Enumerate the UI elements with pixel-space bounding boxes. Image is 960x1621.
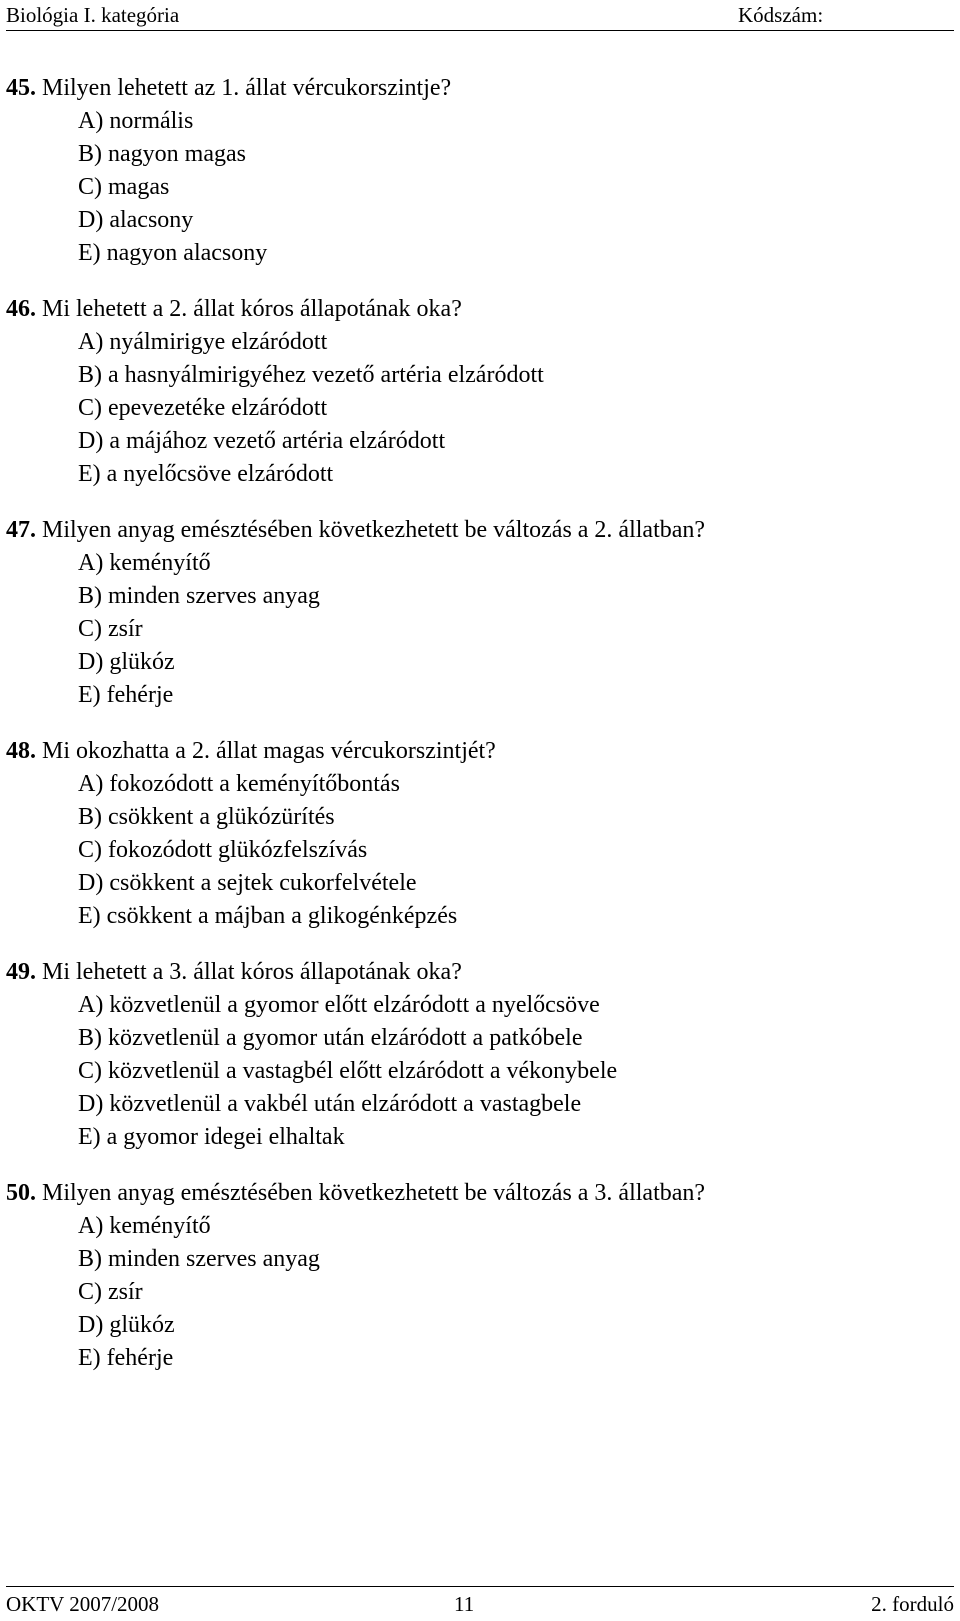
answer-option: C) fokozódott glükózfelszívás <box>78 837 368 863</box>
answer-options <box>6 768 946 933</box>
answer-option: B) közvetlenül a gyomor után elzáródott a patkóbele <box>78 1025 583 1051</box>
answer-option: A) fokozódott a keményítőbontás <box>78 771 400 797</box>
answer-option: B) csökkent a glükózürítés <box>78 804 335 830</box>
answer-options <box>6 326 946 491</box>
answer-option: A) nyálmirigye elzáródott <box>78 329 328 355</box>
question-50 <box>6 1176 946 1375</box>
question-45 <box>6 71 946 270</box>
answer-option: C) zsír <box>78 1279 143 1305</box>
question-48 <box>6 734 946 933</box>
answer-option: D) glükóz <box>78 1312 175 1338</box>
question-49 <box>6 955 946 1154</box>
answer-option: E) a nyelőcsöve elzáródott <box>78 461 334 487</box>
answer-options <box>6 1210 946 1375</box>
question-number: 46. <box>6 296 36 322</box>
answer-option: D) közvetlenül a vakbél után elzáródott a vastagbele <box>78 1091 582 1117</box>
answer-option: D) alacsony <box>78 207 194 233</box>
footer-round: 2. forduló <box>871 1592 954 1616</box>
page-footer <box>6 1586 954 1621</box>
question-text: Mi okozhatta a 2. állat magas vércukorszintjét? <box>42 738 496 764</box>
answer-option: E) fehérje <box>78 682 174 708</box>
answer-option: D) csökkent a sejtek cukorfelvétele <box>78 870 417 896</box>
page-header <box>6 0 954 31</box>
question-47 <box>6 513 946 712</box>
question-text: Milyen anyag emésztésében következhetett be változás a 3. állatban? <box>42 1180 706 1206</box>
question-number: 45. <box>6 75 36 101</box>
question-number: 50. <box>6 1180 36 1206</box>
answer-option: C) közvetlenül a vastagbél előtt elzáródott a vékonybele <box>78 1058 618 1084</box>
question-number: 49. <box>6 959 36 985</box>
answer-option: A) keményítő <box>78 1213 211 1239</box>
answer-option: D) glükóz <box>78 649 175 675</box>
header-code-label: Kódszám: <box>738 3 824 27</box>
answer-option: E) a gyomor idegei elhaltak <box>78 1124 345 1150</box>
answer-options <box>6 105 946 270</box>
question-text: Milyen anyag emésztésében következhetett be változás a 2. állatban? <box>42 517 706 543</box>
question-text: Mi lehetett a 3. állat kóros állapotának oka? <box>42 959 462 985</box>
answer-option: C) magas <box>78 174 170 200</box>
question-number: 47. <box>6 517 36 543</box>
answer-options <box>6 989 946 1154</box>
answer-option: B) minden szerves anyag <box>78 1246 320 1272</box>
footer-competition: OKTV 2007/2008 <box>6 1592 160 1616</box>
answer-option: E) csökkent a májban a glikogénképzés <box>78 903 458 929</box>
answer-option: B) nagyon magas <box>78 141 246 167</box>
answer-option: B) a hasnyálmirigyéhez vezető artéria elzáródott <box>78 362 544 388</box>
question-text: Milyen lehetett az 1. állat vércukorszintje? <box>42 75 452 101</box>
question-number: 48. <box>6 738 36 764</box>
page-number: 11 <box>454 1592 475 1616</box>
question-list <box>6 71 946 1397</box>
answer-option: A) közvetlenül a gyomor előtt elzáródott a nyelőcsöve <box>78 992 600 1018</box>
answer-option: A) normális <box>78 108 194 134</box>
question-text: Mi lehetett a 2. állat kóros állapotának oka? <box>42 296 462 322</box>
answer-option: E) nagyon alacsony <box>78 240 268 266</box>
answer-option: C) epevezetéke elzáródott <box>78 395 328 421</box>
question-46 <box>6 292 946 491</box>
answer-option: E) fehérje <box>78 1345 174 1371</box>
answer-option: C) zsír <box>78 616 143 642</box>
answer-option: A) keményítő <box>78 550 211 576</box>
answer-option: B) minden szerves anyag <box>78 583 320 609</box>
header-category: Biológia I. kategória <box>6 3 180 27</box>
answer-options <box>6 547 946 712</box>
answer-option: D) a májához vezető artéria elzáródott <box>78 428 446 454</box>
